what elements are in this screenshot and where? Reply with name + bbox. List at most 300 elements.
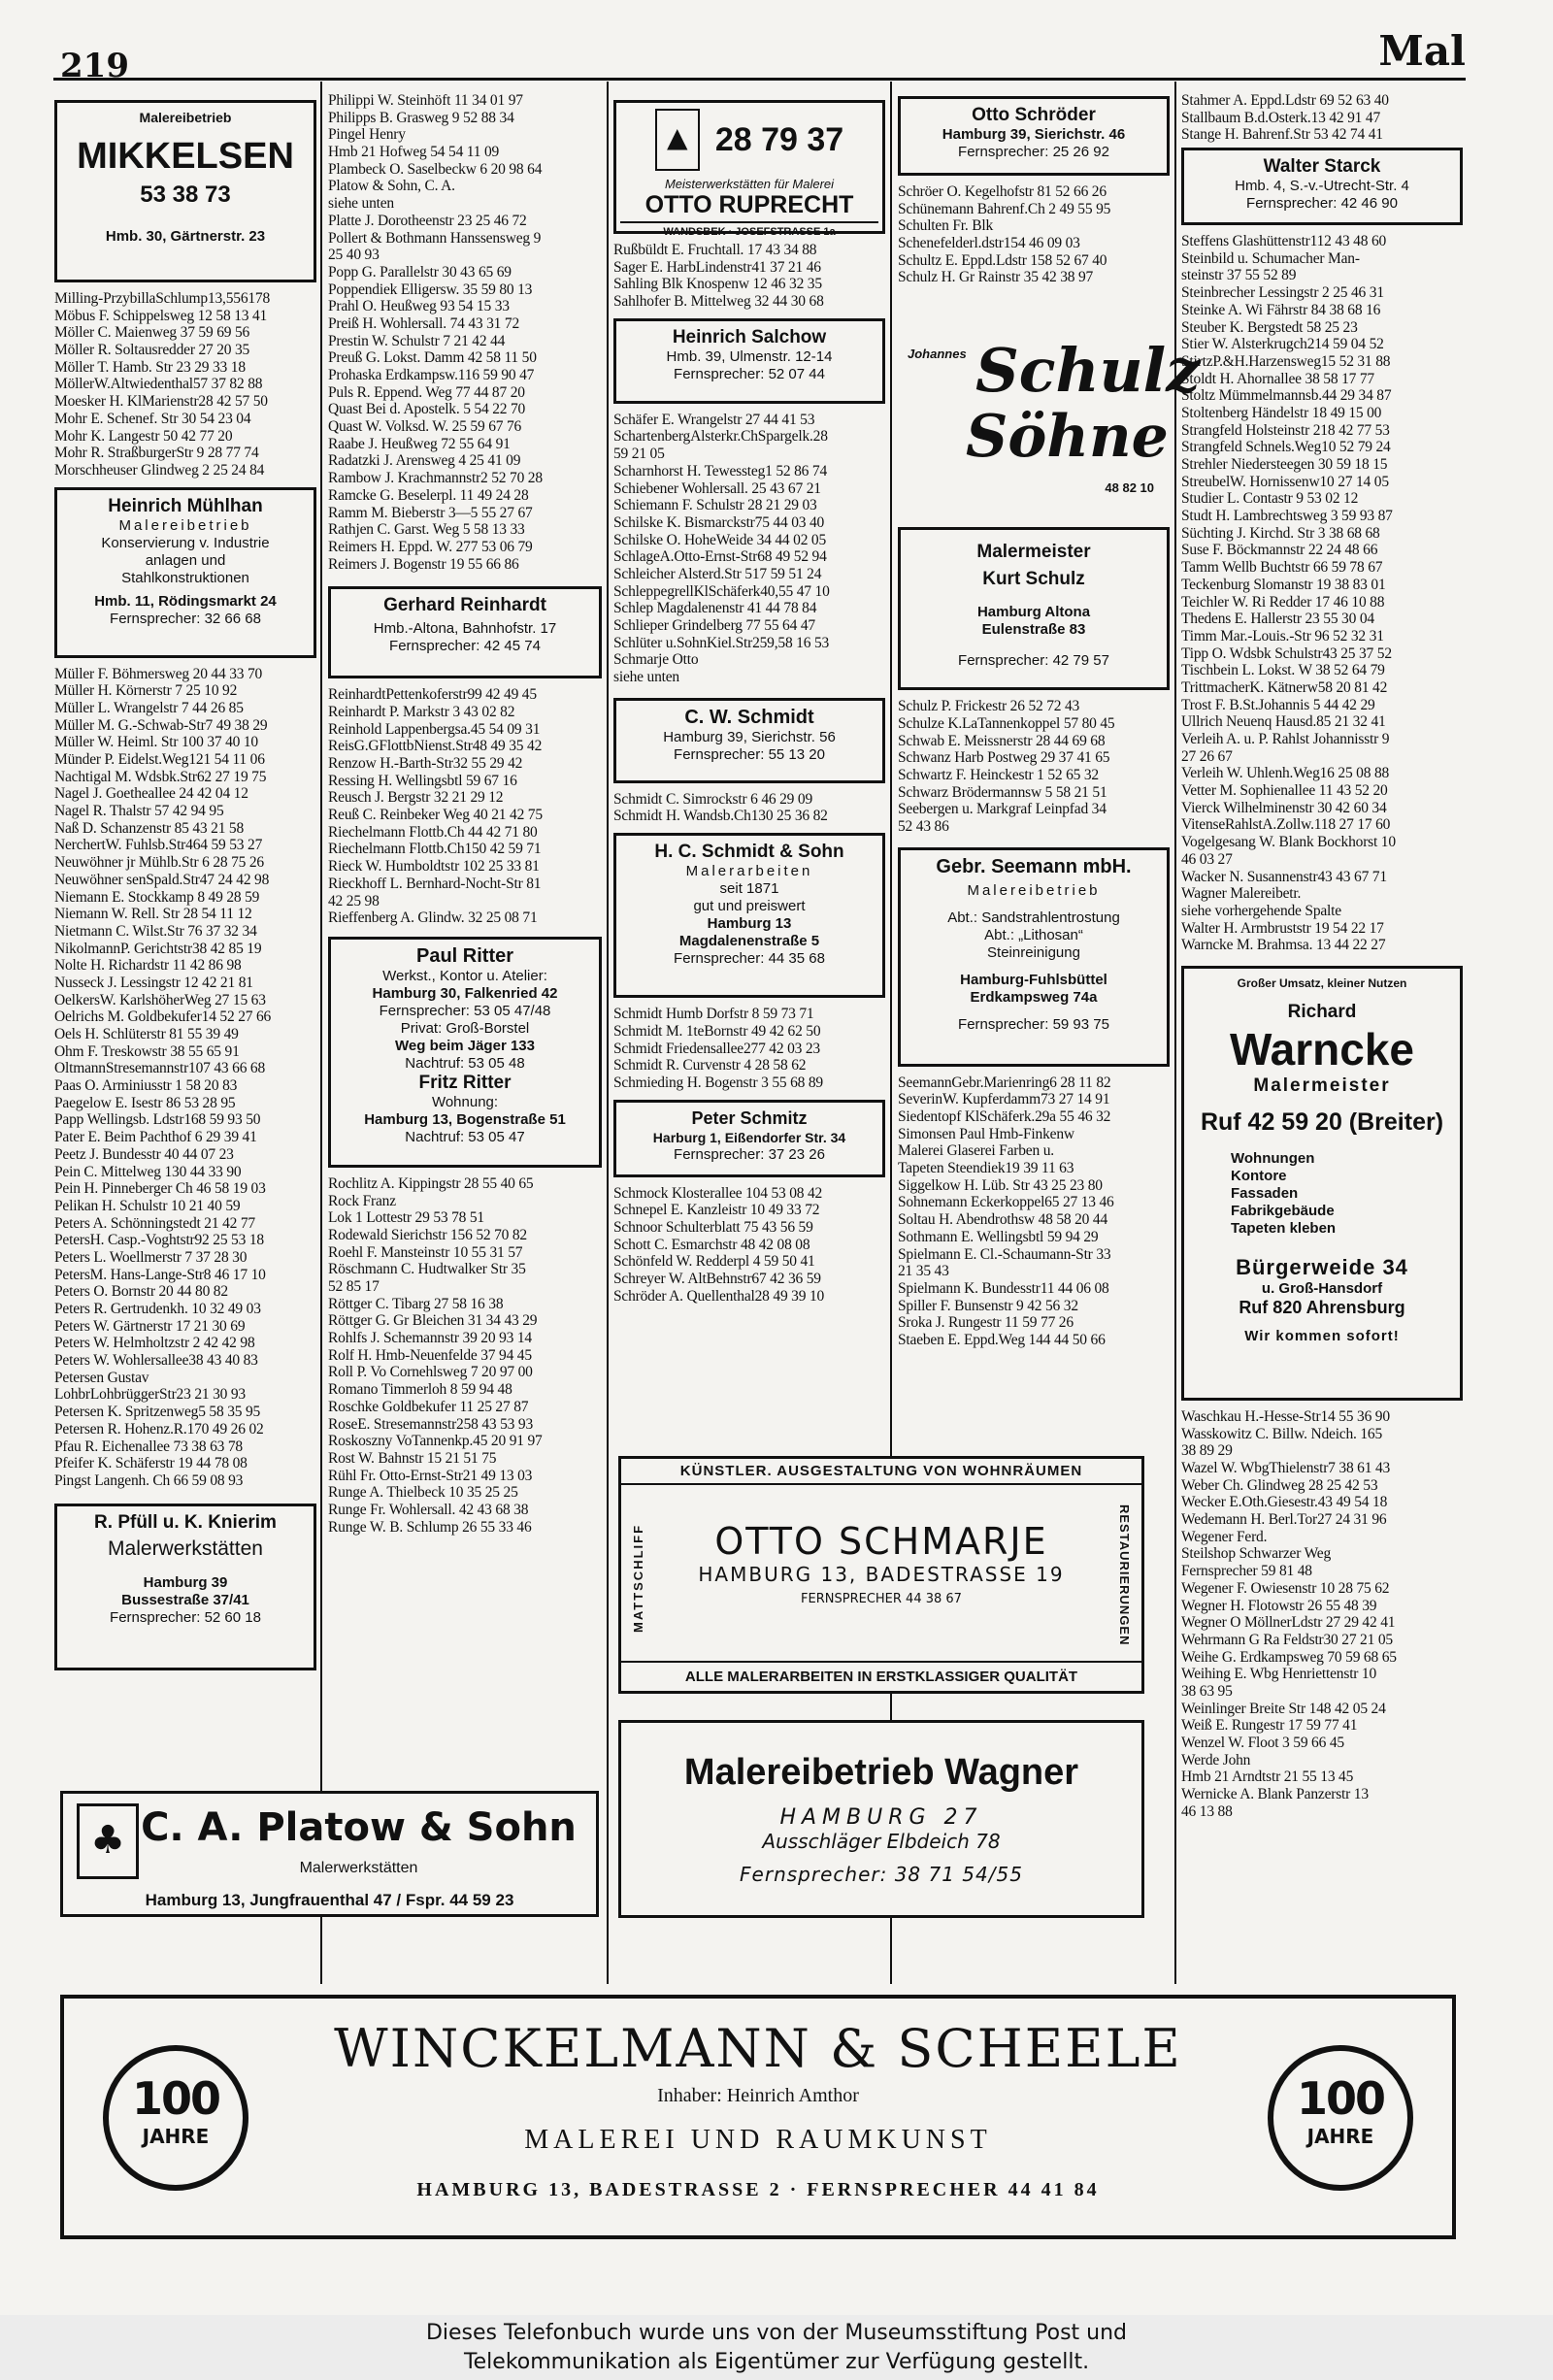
- ad-phone: Fernsprecher: 53 05 47/48: [379, 1002, 551, 1019]
- directory-entry: Wegener F. Owiesenstr 10 28 75 62: [1181, 1579, 1390, 1597]
- directory-entry: Steuber K. Bergstedt 58 25 23: [1181, 318, 1358, 336]
- directory-entry: Röttger C. Tibarg 27 58 16 38: [328, 1295, 504, 1312]
- directory-entry: Peters W. Wohlersallee38 43 40 83: [54, 1352, 258, 1370]
- ad-line: Malermeister: [1253, 1074, 1391, 1096]
- directory-entry: Reusch J. Bergstr 32 21 29 12: [328, 789, 504, 807]
- ad-warncke: [1181, 966, 1463, 1401]
- listing-block: [1181, 233, 1463, 954]
- directory-entry: Oelrichs M. Goldbekufer14 52 27 66: [54, 1008, 272, 1026]
- directory-entry: Rochlitz A. Kippingstr 28 55 40 65: [328, 1174, 534, 1192]
- directory-entry: Teichler W. Ri Redder 17 46 10 88: [1181, 593, 1385, 611]
- directory-entry: Strangfeld Holsteinstr 218 42 77 53: [1181, 421, 1390, 439]
- ad-phone: Fernsprecher: 42 46 90: [1246, 195, 1398, 213]
- ad-address: Bussestraße 37/41: [121, 1591, 249, 1608]
- directory-entry: Malerei Glaserei Farben u.: [898, 1142, 1054, 1160]
- directory-entry: Schilske O. HoheWeide 34 44 02 05: [613, 531, 827, 548]
- directory-entry: Wacker N. Susannenstr43 43 67 71: [1181, 868, 1387, 885]
- directory-entry: Mohr R. StraßburgerStr 9 28 77 74: [54, 445, 259, 462]
- directory-entry: Siggelkow H. Lüb. Str 43 25 23 80: [898, 1176, 1103, 1194]
- ad-ruprecht: [613, 100, 885, 238]
- directory-entry: Pfeifer K. Schäferstr 19 44 78 08: [54, 1455, 248, 1472]
- directory-entry: Siedentopf KlSchäferk.29a 55 46 32: [898, 1108, 1111, 1125]
- ad-pfuell: [54, 1504, 316, 1670]
- directory-entry: Waschkau H.-Hesse-Str14 55 36 90: [1181, 1407, 1390, 1425]
- directory-entry: Fernsprecher 59 81 48: [1181, 1563, 1312, 1580]
- directory-entry: Schlüter u.SohnKiel.Str259,58 16 53: [613, 634, 830, 651]
- directory-entry: Studier L. Contastr 9 53 02 12: [1181, 490, 1359, 508]
- directory-entry: Hmb 21 Arndtstr 21 55 13 45: [1181, 1768, 1354, 1786]
- ad-address: Hmb. 11, Rödingsmarkt 24: [94, 592, 277, 610]
- ad-phone: Fernsprecher: 59 93 75: [958, 1015, 1109, 1033]
- ad-line: Privat: Groß-Borstel: [400, 1019, 530, 1037]
- directory-entry: Pein C. Mittelweg 130 44 33 90: [54, 1163, 242, 1180]
- directory-entry: Sohnemann Eckerkoppel65 27 13 46: [898, 1194, 1114, 1211]
- directory-entry: 38 89 29: [1181, 1442, 1233, 1460]
- ad-starck: [1181, 148, 1463, 225]
- directory-entry: Stahmer A. Eppd.Ldstr 69 52 63 40: [1181, 92, 1389, 109]
- ad-muehlhan: [54, 487, 316, 658]
- directory-entry: Schmidt R. Curvenstr 4 28 58 62: [613, 1057, 807, 1074]
- directory-entry: Reinhardt P. Markstr 3 43 02 82: [328, 703, 515, 720]
- directory-entry: Neuwöhner senSpald.Str47 24 42 98: [54, 871, 270, 888]
- directory-entry: Müller W. Heiml. Str 100 37 40 10: [54, 734, 258, 751]
- ad-address: Hmb. 39, Ulmenstr. 12-14: [666, 347, 833, 365]
- directory-entry: Pelikan H. Schulstr 10 21 40 59: [54, 1197, 241, 1214]
- ad-platow: [60, 1791, 599, 1917]
- ad-line: seit 1871: [719, 880, 779, 898]
- directory-entry: Moesker H. KlMarienstr28 42 57 50: [54, 393, 268, 411]
- directory-entry: Plambeck O. Saselbeckw 6 20 98 64: [328, 160, 543, 178]
- directory-entry: Petersen R. Hohenz.R.170 49 26 02: [54, 1420, 264, 1438]
- column-4: [898, 92, 1201, 1349]
- directory-entry: PetersH. Casp.-Voghtstr92 25 53 18: [54, 1232, 264, 1249]
- ad-address: Eulenstraße 83: [981, 621, 1086, 639]
- ad-name: WINCKELMANN & SCHEELE: [334, 2018, 1182, 2079]
- column-divider: [890, 82, 892, 1984]
- directory-entry: Wecker E.Oth.Giesestr.43 49 54 18: [1181, 1494, 1388, 1511]
- ad-address: Hmb. 4, S.-v.-Utrecht-Str. 4: [1235, 178, 1409, 195]
- directory-entry: Wegner H. Flotowstr 26 55 48 39: [1181, 1597, 1377, 1614]
- ad-line: Meisterwerkstätten für Malerei: [664, 177, 835, 191]
- directory-entry: Raabe J. Heußweg 72 55 64 91: [328, 435, 511, 452]
- ad-line: Tapeten kleben: [1231, 1219, 1337, 1237]
- directory-entry: Spielmann E. Cl.-Schaumann-Str 33: [898, 1245, 1111, 1263]
- directory-entry: Rodewald Sierichstr 156 52 70 82: [328, 1226, 527, 1243]
- directory-entry: Quast Bei d. Apostelk. 5 54 22 70: [328, 401, 526, 418]
- directory-entry: Wegner O MöllnerLdstr 27 29 42 41: [1181, 1614, 1396, 1632]
- ad-line: Wohnung:: [431, 1093, 499, 1110]
- ad-address: Weg beim Jäger 133: [395, 1037, 535, 1054]
- directory-entry: Rieffenberg A. Glindw. 32 25 08 71: [328, 909, 538, 927]
- page-number: 219: [60, 47, 129, 85]
- directory-entry: Schmidt M. 1teBornstr 49 42 62 50: [613, 1022, 821, 1040]
- ad-name: Otto Schröder: [972, 105, 1096, 125]
- ad-line: ALLE MALERARBEITEN IN ERSTKLASSIGER QUALITÄT: [621, 1661, 1141, 1691]
- directory-entry: Neuwöhner jr Mühlb.Str 6 28 75 26: [54, 854, 264, 872]
- directory-entry: Ullrich Neuenq Hausd.85 21 32 41: [1181, 713, 1386, 731]
- ad-line: Malerwerkstätten: [299, 1860, 418, 1876]
- directory-entry: Papp Wellingsb. Ldstr168 59 93 50: [54, 1111, 261, 1129]
- directory-entry: Schlieper Grindelberg 77 55 64 47: [613, 617, 815, 634]
- ad-phone: FERNSPRECHER 44 38 67: [801, 1592, 962, 1606]
- directory-entry: OelkersW. KarlshöherWeg 27 15 63: [54, 991, 266, 1008]
- directory-entry: Schünemann Bahrenf.Ch 2 49 55 95: [898, 200, 1111, 217]
- directory-entry: Schulten Fr. Blk: [898, 217, 993, 235]
- ad-name: Fritz Ritter: [418, 1072, 512, 1093]
- directory-entry: Steffens Glashüttenstr112 43 48 60: [1181, 233, 1387, 250]
- directory-entry: Schröder A. Quellenthal28 49 39 10: [613, 1287, 825, 1305]
- directory-entry: Tischbein L. Lokst. W 38 52 64 79: [1181, 662, 1385, 679]
- directory-entry: Prestin W. Schulstr 7 21 42 44: [328, 332, 506, 349]
- ad-line: Malereibetrieb: [118, 516, 252, 534]
- ad-schulz-soehne: [898, 286, 1201, 519]
- directory-entry: Milling-PrzybillaSchlump13,556178: [54, 290, 271, 307]
- ad-name: Walter Starck: [1263, 156, 1381, 178]
- directory-entry: Stoltz Mümmelmannsb.44 29 34 87: [1181, 387, 1392, 405]
- ad-address: HAMBURG 27: [779, 1805, 983, 1830]
- ad-address: Hamburg 39, Sierichstr. 46: [942, 126, 1126, 143]
- directory-entry: Pein H. Pinneberger Ch 46 58 19 03: [54, 1180, 266, 1198]
- ad-line: Fassaden: [1231, 1184, 1299, 1202]
- ad-name: C. W. Schmidt: [684, 706, 814, 728]
- directory-entry: Runge Fr. Wohlersall. 42 43 68 38: [328, 1501, 529, 1518]
- ad-schulz-kurt: [898, 527, 1170, 690]
- directory-entry: Rolf H. Hmb-Neuenfelde 37 94 45: [328, 1346, 532, 1364]
- directory-entry: Thedens E. Hallerstr 23 55 30 04: [1181, 611, 1374, 628]
- directory-entry: Röschmann C. Hudtwalker Str 35: [328, 1261, 526, 1278]
- directory-entry: Pingst Langenh. Ch 66 59 08 93: [54, 1471, 244, 1489]
- directory-entry: Strehler Niedersteegen 30 59 18 15: [1181, 456, 1388, 473]
- directory-entry: Niemann E. Stockkamp 8 49 28 59: [54, 888, 260, 906]
- directory-entry: Roll P. Vo Cornehlsweg 7 20 97 00: [328, 1364, 533, 1381]
- directory-entry: Schmidt Friedensallee277 42 03 23: [613, 1040, 820, 1057]
- directory-entry: siehe unten: [613, 669, 679, 686]
- directory-entry: Stallbaum B.d.Osterk.13 42 91 47: [1181, 109, 1380, 126]
- ad-address: Hamburg 39, Sierichstr. 56: [663, 728, 836, 745]
- directory-entry: Süchting J. Kirchd. Str 3 38 68 68: [1181, 524, 1380, 542]
- directory-entry: Stoldt H. Ahornallee 38 58 17 77: [1181, 370, 1374, 387]
- directory-entry: Schiebener Wohlersall. 25 43 67 21: [613, 479, 821, 497]
- directory-entry: Roschke Goldbekufer 11 25 27 87: [328, 1398, 529, 1415]
- ad-line: Malerwerkstätten: [108, 1537, 263, 1560]
- directory-entry: 38 63 95: [1181, 1682, 1233, 1700]
- directory-entry: Sahlhofer B. Mittelweg 32 44 30 68: [613, 293, 824, 311]
- ad-name: Schulz: [975, 335, 1201, 407]
- directory-entry: Pollert & Bothmann Hanssensweg 9: [328, 229, 542, 247]
- footer-line: Telekommunikation als Eigentümer zur Verfügung gestellt.: [463, 2350, 1090, 2374]
- ad-name: Peter Schmitz: [691, 1107, 808, 1128]
- directory-entry: Werde John: [1181, 1751, 1251, 1768]
- directory-entry: Oels H. Schlüterstr 81 55 39 49: [54, 1026, 239, 1042]
- ad-phone: 28 79 37: [714, 120, 844, 158]
- directory-entry: Platow & Sohn, C. A.: [328, 178, 455, 195]
- directory-entry: PetersM. Hans-Lange-Str8 46 17 10: [54, 1266, 266, 1283]
- directory-entry: Stoltenberg Händelstr 18 49 15 00: [1181, 404, 1382, 421]
- directory-entry: Runge A. Thielbeck 10 35 25 25: [328, 1484, 518, 1502]
- directory-entry: Rohlfs J. Schemannstr 39 20 93 14: [328, 1330, 532, 1347]
- ad-name: C. A. Platow & Sohn: [141, 1805, 577, 1850]
- ad-line: Steinreinigung: [987, 943, 1080, 961]
- ad-winckelmann: [60, 1995, 1456, 2239]
- ad-phone: Ruf 42 59 20 (Breiter): [1200, 1107, 1444, 1136]
- ad-line: Wir kommen sofort!: [1244, 1327, 1400, 1344]
- directory-entry: Paas O. Arminiusstr 1 58 20 83: [54, 1077, 238, 1095]
- directory-entry: Wernicke A. Blank Panzerstr 13: [1181, 1786, 1369, 1803]
- listing-block: [613, 1006, 885, 1091]
- ad-schroeder: [898, 96, 1170, 176]
- directory-entry: Nachtigal M. Wdsbk.Str62 27 19 75: [54, 768, 267, 785]
- listing-block: [328, 92, 602, 573]
- ad-phone: Fernsprecher: 42 79 57: [958, 652, 1109, 670]
- ad-address: Hmb. 30, Gärtnerstr. 23: [105, 228, 266, 245]
- column-divider: [320, 82, 322, 1984]
- directory-entry: Schnepel E. Kanzleistr 10 49 33 72: [613, 1202, 820, 1219]
- page-keyword: Mal: [1378, 27, 1466, 75]
- directory-entry: Steilshop Schwarzer Weg: [1181, 1545, 1331, 1563]
- ad-line: Abt.: „Lithosan“: [984, 926, 1083, 943]
- directory-entry: Ressing H. Wellingsbtl 59 67 16: [328, 772, 517, 789]
- directory-entry: Peters O. Bornstr 20 44 80 82: [54, 1283, 228, 1301]
- ad-phone: Fernsprecher: 25 26 92: [958, 144, 1109, 160]
- directory-entry: Möller R. Soltausredder 27 20 35: [54, 342, 250, 359]
- ad-name: Malereibetrieb Wagner: [683, 1752, 1079, 1793]
- column-5: [1181, 92, 1463, 1820]
- ad-address: Hamburg 30, Falkenried 42: [372, 984, 558, 1002]
- ad-line: gut und preiswert: [693, 898, 806, 915]
- directory-entry: Ramm M. Bieberstr 3—5 55 27 67: [328, 504, 533, 521]
- listing-block: [613, 791, 885, 825]
- ad-name: Warncke: [1229, 1023, 1415, 1074]
- directory-entry: TrittmacherK. Kätnerw58 20 81 42: [1181, 678, 1388, 696]
- directory-entry: Quast W. Volksd. W. 25 59 67 76: [328, 418, 522, 436]
- listing-block: [328, 1175, 602, 1536]
- directory-entry: Nolte H. Richardstr 11 42 86 98: [54, 957, 242, 975]
- directory-entry: Schultz E. Eppd.Ldstr 158 52 67 40: [898, 251, 1107, 269]
- header-rule: [53, 78, 1466, 81]
- directory-entry: Ohm F. Treskowstr 38 55 65 91: [54, 1042, 240, 1060]
- directory-entry: Weber Ch. Glindweg 28 25 42 53: [1181, 1476, 1378, 1494]
- directory-entry: Philipps B. Grasweg 9 52 88 34: [328, 109, 514, 126]
- directory-entry: Peters L. Woellmerstr 7 37 28 30: [54, 1248, 248, 1266]
- listing-block: [898, 1074, 1170, 1349]
- directory-entry: Müller F. Böhmersweg 20 44 33 70: [54, 665, 263, 682]
- directory-entry: Wagner Malereibetr.: [1181, 885, 1302, 903]
- directory-entry: Reinhold Lappenbergsa.45 54 09 31: [328, 720, 541, 738]
- directory-entry: Popp G. Parallelstr 30 43 65 69: [328, 263, 512, 281]
- directory-entry: Pingel Henry: [328, 126, 406, 144]
- directory-entry: Schulz P. Frickestr 26 52 72 43: [898, 698, 1080, 715]
- listing-block: [613, 242, 885, 311]
- directory-entry: RoseE. Stresemannstr258 43 53 93: [328, 1415, 534, 1433]
- directory-entry: Müller H. Körnerstr 7 25 10 92: [54, 682, 238, 700]
- ad-line: KÜNSTLER. AUSGESTALTUNG VON WOHNRÄUMEN: [621, 1459, 1141, 1485]
- ad-phone: Fernsprecher: 52 60 18: [110, 1608, 261, 1626]
- column-1: [54, 92, 316, 1678]
- ad-address: Hamburg 39: [143, 1573, 228, 1591]
- seal-label: JAHRE: [142, 2125, 210, 2148]
- shield-icon: ♣: [77, 1803, 139, 1879]
- ad-schmarje: [618, 1456, 1144, 1694]
- directory-entry: Reimers H. Eppd. W. 277 53 06 79: [328, 538, 533, 555]
- ad-phone: Nachtruf: 53 05 48: [405, 1054, 525, 1072]
- ad-address: Magdalenenstraße 5: [678, 933, 820, 950]
- directory-entry: NikolmannP. Gerichtstr38 42 85 19: [54, 940, 262, 957]
- ad-phone: Ruf 820 Ahrensburg: [1239, 1297, 1405, 1317]
- ad-phone: Nachtruf: 53 05 47: [405, 1128, 525, 1145]
- ad-address: Erdkampsweg 74a: [970, 988, 1098, 1006]
- ad-address: Hamburg 13, Bogenstraße 51: [364, 1110, 566, 1128]
- ad-ritter: [328, 937, 602, 1168]
- directory-entry: Stange H. Bahrenf.Str 53 42 74 41: [1181, 126, 1383, 144]
- directory-entry: Roehl F. Mansteinstr 10 55 31 57: [328, 1243, 523, 1261]
- ad-name: OTTO SCHMARJE: [714, 1520, 1048, 1563]
- ad-name: Söhne: [966, 403, 1169, 472]
- directory-entry: Sahling Blk Knospenw 12 46 32 35: [613, 276, 822, 293]
- directory-entry: Vierck Wilhelminenstr 30 42 60 34: [1181, 799, 1387, 816]
- directory-entry: Rost W. Bahnstr 15 21 51 75: [328, 1449, 497, 1467]
- directory-entry: Mohr E. Schenef. Str 30 54 23 04: [54, 410, 251, 427]
- directory-entry: Vogelgesang W. Blank Bockhorst 10: [1181, 834, 1396, 851]
- directory-entry: Soltau H. Abendrothsw 48 58 20 44: [898, 1211, 1107, 1229]
- directory-entry: Schiemann F. Schulstr 28 21 29 03: [613, 497, 817, 514]
- directory-entry: siehe vorhergehende Spalte: [1181, 902, 1341, 919]
- ad-address: WANDSBEK · JOSEFSTRASSE 1a: [620, 221, 878, 241]
- listing-block: [898, 183, 1170, 286]
- directory-entry: Rambow J. Krachmannstr2 52 70 28: [328, 470, 543, 487]
- ad-reinhardt: [328, 586, 602, 678]
- directory-entry: Schenefelderl.dstr154 46 09 03: [898, 235, 1080, 252]
- directory-entry: Preiß H. Wohlersall. 74 43 31 72: [328, 314, 519, 332]
- directory-entry: 46 13 88: [1181, 1802, 1233, 1820]
- directory-entry: Schott C. Esmarchstr 48 42 08 08: [613, 1236, 810, 1253]
- directory-entry: Seebergen u. Markgraf Leinpfad 34: [898, 801, 1107, 818]
- directory-entry: Suse F. Böckmannstr 22 24 48 66: [1181, 542, 1378, 559]
- ad-phone: Fernsprecher: 44 35 68: [674, 950, 825, 968]
- directory-entry: Peetz J. Bundesstr 40 44 07 23: [54, 1145, 234, 1163]
- ad-line: Malereibetrieb: [967, 881, 1101, 899]
- directory-entry: Philippi W. Steinhöft 11 34 01 97: [328, 92, 523, 109]
- ad-address: Hamburg 13: [707, 915, 792, 933]
- listing-block: [613, 1185, 885, 1306]
- directory-entry: Platte J. Dorotheenstr 23 25 46 72: [328, 212, 527, 229]
- directory-entry: Schleicher Alsterd.Str 517 59 51 24: [613, 565, 822, 582]
- ad-name: OTTO RUPRECHT: [644, 191, 854, 218]
- directory-entry: Timm Mar.-Louis.-Str 96 52 32 31: [1181, 627, 1384, 645]
- directory-entry: Reimers J. Bogenstr 19 55 66 86: [328, 555, 519, 573]
- directory-entry: Naß D. Schanzenstr 85 43 21 58: [54, 819, 245, 837]
- directory-entry: Weinlinger Breite Str 148 42 05 24: [1181, 1700, 1386, 1717]
- directory-entry: Peters R. Gertrudenkh. 10 32 49 03: [54, 1301, 261, 1317]
- directory-entry: Müller L. Wrangelstr 7 44 26 85: [54, 699, 244, 716]
- directory-entry: Steinbild u. Schumacher Man-: [1181, 249, 1360, 267]
- directory-entry: Prohaska Erdkampsw.116 59 90 47: [328, 367, 535, 383]
- directory-entry: 27 26 67: [1181, 747, 1233, 765]
- ad-line: Werkst., Kontor u. Atelier:: [382, 967, 547, 984]
- directory-entry: Möbus F. Schippelsweg 12 58 13 41: [54, 307, 268, 324]
- ad-salchow: [613, 318, 885, 404]
- directory-entry: Lok 1 Lottestr 29 53 78 51: [328, 1209, 484, 1227]
- ad-line: Malereibetrieb: [139, 110, 232, 125]
- directory-entry: Teckenburg Slomanstr 19 38 83 01: [1181, 576, 1386, 593]
- directory-entry: Riechelmann Flottb.Ch150 42 59 71: [328, 841, 542, 858]
- directory-entry: Rieckhoff L. Bernhard-Nocht-Str 81: [328, 875, 542, 892]
- directory-entry: Schilske K. Bismarckstr75 44 03 40: [613, 513, 825, 531]
- directory-entry: Schmarje Otto: [613, 651, 699, 669]
- ad-line: Inhaber: Heinrich Amthor: [657, 2085, 859, 2106]
- directory-entry: 52 43 86: [898, 817, 949, 835]
- directory-entry: Tamm Wellb Buchtstr 66 59 78 67: [1181, 559, 1383, 577]
- directory-entry: Schulze K.LaTannenkoppel 57 80 45: [898, 714, 1115, 732]
- directory-entry: Sothmann E. Wellingsbtl 59 94 29: [898, 1228, 1099, 1245]
- directory-entry: Poppendiek Elligersw. 35 59 80 13: [328, 281, 533, 298]
- directory-entry: Sroka J. Rungestr 11 59 77 26: [898, 1314, 1074, 1332]
- directory-entry: Vetter M. Sophienallee 11 43 52 20: [1181, 782, 1388, 800]
- seal-number: 100: [1296, 2072, 1385, 2125]
- ad-phone: 48 82 10: [1105, 480, 1154, 496]
- directory-entry: Schreyer W. AltBehnstr67 42 36 59: [613, 1271, 821, 1287]
- directory-entry: VitenseRahlstA.Zollw.118 27 17 60: [1181, 816, 1391, 834]
- listing-block: [54, 290, 316, 479]
- ad-name: Gerhard Reinhardt: [383, 595, 546, 616]
- directory-entry: SchlageA.Otto-Ernst-Str68 49 52 94: [613, 548, 827, 566]
- directory-entry: Möller C. Maienweg 37 59 69 56: [54, 324, 250, 342]
- directory-entry: Weihe G. Erdkampsweg 70 59 68 65: [1181, 1648, 1397, 1666]
- ad-line: Richard: [1287, 1001, 1357, 1022]
- ad-line: Großer Umsatz, kleiner Nutzen: [1237, 975, 1407, 990]
- ad-line: Stahlkonstruktionen: [121, 569, 249, 586]
- ad-address: u. Groß-Hansdorf: [1261, 1279, 1383, 1297]
- ad-name: Heinrich Mühlhan: [108, 495, 263, 516]
- ad-line: Kontore: [1231, 1167, 1287, 1184]
- column-3: [613, 92, 885, 1305]
- ad-name: H. C. Schmidt & Sohn: [654, 842, 844, 863]
- ad-name: Gebr. Seemann mbH.: [936, 855, 1132, 877]
- directory-entry: siehe unten: [328, 195, 394, 213]
- ad-line: MALEREI UND RAUMKUNST: [524, 2125, 992, 2155]
- directory-entry: ReinhardtPettenkoferstr99 42 49 45: [328, 686, 537, 704]
- directory-entry: 46 03 27: [1181, 850, 1233, 868]
- ad-line: Malerarbeiten: [685, 863, 813, 880]
- directory-entry: Weihing E. Wbg Henriettenstr 10: [1181, 1666, 1377, 1683]
- directory-entry: Sager E. HarbLindenstr41 37 21 46: [613, 258, 821, 276]
- ad-address: HAMBURG 13, BADESTRASSE 2 · FERNSPRECHER 44 41 84: [416, 2179, 1100, 2200]
- directory-entry: MöllerW.Altwiedenthal57 37 82 88: [54, 376, 263, 393]
- ad-line: Konservierung v. Industrie: [101, 534, 270, 551]
- directory-entry: LohbrLohbrüggerStr23 21 30 93: [54, 1386, 246, 1404]
- directory-entry: Verleih W. Uhlenh.Weg16 25 08 88: [1181, 765, 1390, 782]
- directory-entry: StreubelW. Hornissenw10 27 14 05: [1181, 473, 1389, 490]
- directory-entry: Möller T. Hamb. Str 23 29 33 18: [54, 358, 246, 376]
- directory-entry: Peters A. Schönningstedt 21 42 77: [54, 1214, 255, 1232]
- directory-entry: Simonsen Paul Hmb-Finkenw: [898, 1125, 1074, 1142]
- directory-entry: Steinke A. Wi Fährstr 84 38 68 16: [1181, 301, 1381, 318]
- directory-entry: Walter H. Armbruststr 19 54 22 17: [1181, 919, 1384, 937]
- directory-entry: Riechelmann Flottb.Ch 44 42 71 80: [328, 823, 538, 841]
- directory-entry: Steinbrecher Lessingstr 2 25 46 31: [1181, 284, 1384, 302]
- directory-entry: Rathjen C. Garst. Weg 5 58 13 33: [328, 521, 525, 539]
- ad-address: Harburg 1, Eißendorfer Str. 34: [652, 1129, 846, 1145]
- directory-entry: Scharnhorst H. Tewessteg1 52 86 74: [613, 462, 827, 479]
- directory-entry: 25 40 93: [328, 247, 380, 264]
- directory-entry: Rieck W. Humboldtstr 102 25 33 81: [328, 858, 540, 876]
- ad-name: Paul Ritter: [415, 944, 514, 967]
- ad-schmidt-hc: [613, 833, 885, 998]
- directory-entry: Trost F. B.St.Johannis 5 44 42 29: [1181, 696, 1375, 713]
- ad-phone: Fernsprecher: 52 07 44: [674, 365, 825, 382]
- directory-entry: Studt H. Lambrechtsweg 3 59 93 87: [1181, 508, 1393, 525]
- anniversary-seal-icon: [1268, 2045, 1413, 2191]
- directory-entry: StirtzP.&H.Harzensweg15 52 31 88: [1181, 352, 1391, 370]
